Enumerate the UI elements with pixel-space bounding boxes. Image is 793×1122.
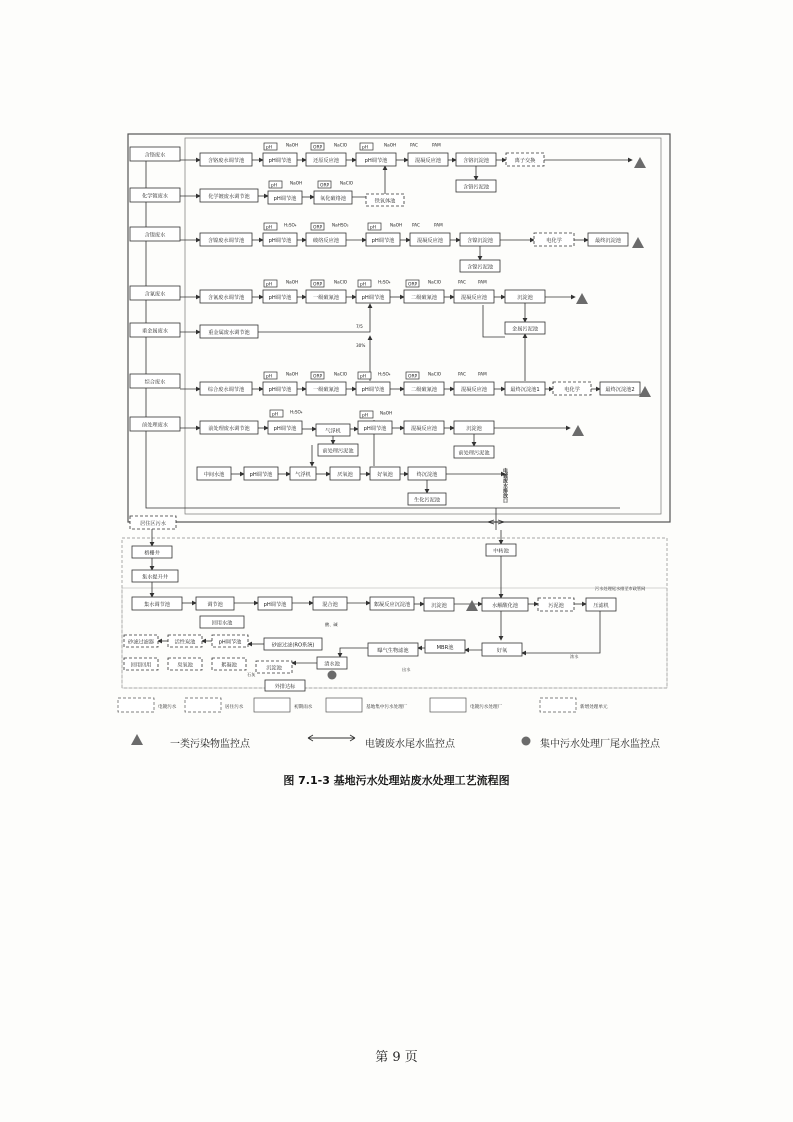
- pt-sludge-tank: [454, 446, 494, 458]
- md-final-sed-label: 终沉淀池: [416, 472, 438, 478]
- ss-r2: [168, 635, 202, 647]
- cn-floc-tank: [454, 290, 494, 303]
- cn-adj-tank-label: 含氰废水调节池: [207, 295, 245, 301]
- ss-clear-tank-label: 清水池: [324, 661, 340, 668]
- ss-sludge-tank-label: 污泥池: [548, 603, 564, 609]
- md-anaerobic-label: 厌氧池: [337, 472, 353, 478]
- chem-orp-4: ORP: [313, 282, 323, 288]
- ss-transfer-pool-label: 中转池: [493, 548, 509, 555]
- legend-item-1: 电镀污水: [158, 705, 177, 710]
- ss-r7-label: 沉淀池: [266, 665, 282, 672]
- ss-r1: [124, 635, 158, 647]
- chem-naoh-2: NaOH: [384, 142, 397, 148]
- cn-adj-tank: [200, 290, 252, 303]
- ss-collect-tank-label: 集水调节池: [144, 602, 170, 608]
- ss-sludge-tank: [538, 598, 574, 611]
- source-2-label: 化学镀废水: [142, 193, 168, 200]
- mx-final-sed-2: [600, 382, 640, 395]
- cn-first-tank-label: 一级破氰池: [313, 295, 339, 301]
- ss-mix-tank-label: 混合池: [322, 602, 338, 608]
- cr-sludge-tank: [456, 180, 496, 192]
- ss-final-out: [265, 680, 305, 691]
- chem-orp-2: ORP: [320, 183, 330, 189]
- chem-pac-2: PAC: [412, 222, 420, 228]
- cn-ph-tank-1: [263, 290, 297, 303]
- ec-outlet-label: 电镀废水排放口: [502, 468, 508, 503]
- chem-outflow: 出水: [402, 667, 411, 672]
- chem-pam-4: PAM: [478, 371, 487, 377]
- mx-second-tank: [404, 382, 444, 395]
- ni-break-tank: [306, 233, 346, 246]
- pt-sed-tank: [454, 421, 494, 434]
- md-ph-tank: [244, 467, 278, 480]
- ss-r6-label: 絮凝池: [221, 662, 237, 669]
- chem-pac-1: PAC: [410, 142, 418, 148]
- mx-final-sed-1: [505, 382, 545, 395]
- chem-naoh-4: NaOH: [390, 222, 403, 228]
- mx-ph-tank-2-label: pH调节池: [361, 387, 385, 393]
- source-4-label: 含氰废水: [144, 291, 166, 298]
- mx-first-tank: [306, 382, 346, 395]
- ss-r4-label: 回用回用: [130, 662, 152, 669]
- chem-lime: 石灰: [247, 672, 256, 677]
- cr-sed-tank-label: 含铬沉淀池: [463, 158, 489, 164]
- monitor-triangle-ss: [466, 600, 478, 611]
- chem-h2so4-2: H₂SO₄: [378, 279, 391, 285]
- legend-triangle-icon: [131, 734, 143, 745]
- legend-swatch-6: [540, 698, 576, 712]
- ni-ph-tank-1: [263, 233, 297, 246]
- ss-grid-well-label: 格栅井: [144, 550, 160, 557]
- legend-swatch-4: [326, 698, 362, 712]
- cn-ph-tank-1-label: pH调节池: [268, 295, 292, 301]
- ni-sed-tank-label: 含镍沉淀池: [467, 238, 493, 244]
- chem-orp-1: ORP: [313, 145, 323, 151]
- legend-swatch-1: [118, 698, 154, 712]
- monitor-triangle-mx: [639, 386, 651, 397]
- cl-oxidize-tank-label: 氧化破络池: [320, 196, 346, 202]
- ni-adj-tank-label: 含镍废水调节池: [207, 238, 245, 244]
- ss-r1-label: 砂滤过滤器: [128, 639, 154, 646]
- page-number: 第 9 页: [375, 1050, 418, 1065]
- cn-second-tank: [404, 290, 444, 303]
- ss-lift-well-label: 集水提升井: [142, 574, 168, 581]
- cn-floc-tank-label: 混凝反应池: [461, 295, 487, 301]
- monitor-triangle-pt: [572, 425, 584, 436]
- source-5-label: 重金属废水: [142, 328, 168, 335]
- ss-sed-tank: [424, 598, 454, 611]
- source-3: [130, 227, 180, 241]
- chem-orp-3: ORP: [313, 225, 323, 231]
- legend-item-5: 电镀污水处理厂: [470, 705, 503, 710]
- ss-grid-well: [132, 546, 172, 558]
- cn-sed-tank: [505, 290, 545, 303]
- cr-reduce-tank-label: 还原反应池: [313, 158, 339, 164]
- source-3-label: 含镍废水: [144, 232, 166, 239]
- ni-ph-tank-2-label: pH调节池: [371, 238, 395, 244]
- md-ph-tank-label: pH调节池: [249, 472, 273, 478]
- cr-adj-tank-label: 含铬废水调节池: [207, 158, 245, 164]
- chem-ph-1: pH: [266, 145, 273, 151]
- monitor-triangle-cr: [634, 157, 646, 168]
- chem-naoh-7: NaOH: [380, 410, 393, 416]
- cr-ph-tank-2: [356, 153, 396, 166]
- pt-ph-tank-2: [358, 421, 392, 434]
- ni-electrochem: [534, 233, 574, 246]
- ni-adj-tank: [200, 233, 252, 246]
- mx-electrochem-label: 电化学: [564, 387, 580, 393]
- cr-floc-tank: [408, 153, 448, 166]
- cr-ph-tank-1: [263, 153, 297, 166]
- ni-final-sed-label: 最终沉淀池: [595, 238, 621, 244]
- legend-triangle-label: 一类污染物监控点: [170, 739, 250, 750]
- source-6: [130, 374, 180, 388]
- sewage-frame: [122, 538, 667, 688]
- legend-swatch-5: [430, 698, 466, 712]
- cr-ph-tank-2-label: pH调节池: [364, 158, 388, 164]
- pt-oil-sludge: [318, 444, 358, 456]
- chem-orp-6: ORP: [313, 374, 323, 380]
- chem-ph-7: pH: [360, 282, 367, 288]
- chem-concentrate: 浓水: [570, 654, 579, 659]
- source-7: [130, 417, 180, 431]
- legend-item-4: 基地集中污水处理厂: [366, 705, 408, 710]
- cr-ion-exchange-label: 离子交换: [514, 158, 536, 164]
- chem-ph-6: pH: [266, 282, 273, 288]
- md-air-float: [290, 467, 316, 480]
- legend-circle-icon: [522, 737, 531, 746]
- cn-metal-sludge: [505, 322, 545, 334]
- mx-floc-tank: [454, 382, 494, 395]
- chem-naclo-1: NaClO: [334, 142, 348, 148]
- chem-ph-8: pH: [266, 374, 273, 380]
- source-7-label: 前处理废水: [142, 422, 168, 429]
- ss-reg-tank: [196, 597, 234, 610]
- chem-pam-1: PAM: [432, 142, 441, 148]
- note-right: 污水处理尾水排至市政管网: [595, 586, 646, 591]
- chem-pac-3: PAC: [458, 279, 466, 285]
- figure-caption: 图 7.1-3 基地污水处理站废水处理工艺流程图: [283, 774, 510, 787]
- legend-item-3: 初期雨水: [294, 705, 313, 710]
- pt-floc-tank: [404, 421, 444, 434]
- ni-break-tank-label: 破络反应池: [313, 238, 339, 244]
- chem-naoh-1: NaOH: [286, 142, 299, 148]
- legend-swatch-3: [254, 698, 290, 712]
- source-1-label: 含铬废水: [144, 152, 166, 159]
- chem-h2so4-4: H₂SO₄: [290, 409, 303, 415]
- md-mid-tank: [197, 467, 231, 480]
- ss-aerobic: [482, 643, 522, 656]
- chem-ph-5: pH: [370, 225, 377, 231]
- legend-item-6: 新增处理单元: [580, 705, 608, 710]
- pt-ph-tank-1-label: pH调节池: [273, 426, 297, 432]
- chem-naoh-5: NaOH: [286, 279, 299, 285]
- chem-ph-9: pH: [360, 374, 367, 380]
- cl-adj-tank: [200, 189, 258, 202]
- pt-adj-tank: [200, 421, 258, 434]
- mx-first-tank-label: 一级破氰池: [313, 387, 339, 393]
- ni-floc-tank-label: 混凝反应池: [417, 238, 443, 244]
- dose-1: 7/5: [356, 324, 363, 329]
- mx-ph-tank-2: [356, 382, 390, 395]
- mx-final-sed-2-label: 最终沉淀池2: [605, 387, 635, 393]
- ss-press: [586, 598, 616, 611]
- legend-swatch-2: [185, 698, 221, 712]
- source-4: [130, 286, 180, 300]
- md-aerobic-label: 好氧池: [377, 472, 393, 478]
- ss-r3-label: pH调节池: [218, 639, 242, 646]
- cn-ph-tank-2-label: pH调节池: [361, 295, 385, 301]
- pt-sed-tank-label: 沉淀池: [466, 426, 482, 432]
- pt-sludge-tank-label: 前处理污泥池: [458, 450, 490, 457]
- ss-r6: [212, 658, 246, 670]
- monitor-circle-ss: [328, 671, 337, 680]
- ss-reuse-pool-label: 回用水池: [211, 620, 233, 627]
- chem-naclo-5: NaClO: [334, 371, 348, 377]
- cr-adj-tank: [200, 153, 252, 166]
- chem-ph-10: pH: [272, 412, 279, 418]
- ss-collect-tank: [132, 597, 182, 610]
- ni-sludge-tank: [460, 260, 500, 272]
- monitor-triangle-ni: [632, 237, 644, 248]
- ss-r5-label: 臭氧池: [177, 662, 193, 669]
- cr-reduce-tank: [306, 153, 346, 166]
- chem-naclo-2: NaClO: [340, 180, 354, 186]
- ni-sludge-tank-label: 含镍污泥池: [467, 264, 493, 271]
- cr-sed-tank: [456, 153, 496, 166]
- chem-orp-7: ORP: [408, 374, 418, 380]
- ss-bio-filter: [368, 643, 418, 656]
- mx-final-sed-1-label: 最终沉淀池1: [510, 387, 540, 393]
- ss-r5: [168, 658, 202, 670]
- cr-sludge-tank-label: 含铬污泥池: [463, 184, 489, 191]
- pt-air-float-label: 气浮机: [325, 428, 341, 435]
- pt-ph-tank-2-label: pH调节池: [363, 426, 387, 432]
- ss-r3: [212, 635, 248, 647]
- hm-adj-tank: [200, 325, 258, 338]
- ss-sand-filter: [264, 638, 322, 650]
- cl-oxidize-tank: [314, 191, 352, 204]
- mx-electrochem: [553, 382, 591, 395]
- legend-circle-label: 集中污水处理厂尾水监控点: [540, 739, 660, 750]
- chem-ph-3: pH: [271, 183, 278, 189]
- cr-ph-tank-1-label: pH调节池: [268, 158, 292, 164]
- ni-electrochem-label: 电化学: [546, 238, 562, 244]
- ni-floc-tank: [410, 233, 450, 246]
- chem-naoh-6: NaOH: [286, 371, 299, 377]
- cn-ph-tank-2: [356, 290, 390, 303]
- chem-naoh-3: NaOH: [290, 180, 303, 186]
- pt-adj-tank-label: 前处理废水调节池: [208, 426, 250, 432]
- cn-second-tank-label: 二级破氰池: [411, 295, 437, 301]
- mx-adj-tank-label: 综合废水调节池: [207, 387, 245, 393]
- ss-sand-filter-label: 砂滤过滤(RO系统): [271, 642, 315, 649]
- source-1: [130, 147, 180, 161]
- ss-aerobic-label: 好氧: [496, 648, 508, 654]
- chem-pac-4: PAC: [458, 371, 466, 377]
- chem-orp-5: ORP: [408, 282, 418, 288]
- ss-residential-label: 居住区污水: [140, 521, 166, 527]
- chem-pam-2: PAM: [434, 222, 443, 228]
- cn-sed-tank-label: 沉淀池: [517, 295, 533, 301]
- ss-r2-label: 活性炭池: [174, 639, 196, 646]
- cn-metal-sludge-label: 金属污泥池: [512, 326, 538, 333]
- source-6-label: 综合废水: [144, 379, 166, 386]
- mx-ph-tank-1-label: pH调节池: [268, 387, 292, 393]
- ss-mix-tank: [313, 597, 347, 610]
- ni-sed-tank: [460, 233, 500, 246]
- ss-floc-sed-label: 絮凝反应沉淀池: [373, 602, 411, 608]
- md-aerobic: [370, 467, 400, 480]
- md-air-float-label: 气浮机: [295, 472, 311, 478]
- chem-h2so4-1: H₂SO₄: [284, 222, 297, 228]
- ss-lift-well: [132, 570, 178, 582]
- cl-ferrite-tank-label: 铁氧体池: [374, 198, 396, 205]
- ss-residential: [130, 516, 176, 529]
- cl-ferrite-tank: [366, 194, 404, 206]
- hm-adj-tank-label: 重金属废水调节池: [208, 330, 250, 336]
- ss-sed-tank-label: 沉淀池: [431, 603, 447, 609]
- ss-press-label: 压滤机: [593, 603, 609, 609]
- legend-item-2: 居住污水: [225, 705, 244, 710]
- md-bio-sludge: [408, 493, 446, 505]
- chem-pam-3: PAM: [478, 279, 487, 285]
- chem-nahso3-1: NaHSO₃: [332, 222, 349, 228]
- ss-r4: [124, 658, 158, 670]
- chem-naclo-6: NaClO: [428, 371, 442, 377]
- cl-ph-tank-label: pH调节池: [273, 196, 297, 202]
- cl-adj-tank-label: 化学镀废水调节池: [208, 194, 250, 200]
- mx-floc-tank-label: 混凝反应池: [461, 387, 487, 393]
- cr-ion-exchange: [506, 153, 544, 166]
- md-final-sed: [408, 467, 446, 480]
- chem-h2so4-3: H₂SO₄: [378, 371, 391, 377]
- md-mid-tank-label: 中间水池: [203, 472, 225, 478]
- ss-floc-sed: [370, 597, 414, 610]
- md-anaerobic: [330, 467, 360, 480]
- pt-air-float: [316, 424, 350, 436]
- ss-hydrolysis-label: 水解酸化池: [492, 603, 518, 609]
- chem-ph-4: pH: [266, 225, 273, 231]
- chem-ph-2: pH: [362, 145, 369, 151]
- ss-final-out-label: 外排达标: [274, 684, 296, 690]
- mx-second-tank-label: 二级破氰池: [411, 387, 437, 393]
- ss-bio-filter-label: 曝气生物滤池: [377, 648, 409, 654]
- cl-ph-tank: [268, 191, 302, 204]
- ss-clear-tank: [317, 657, 347, 669]
- mx-adj-tank: [200, 382, 252, 395]
- pt-oil-sludge-label: 前处理污泥池: [322, 448, 354, 455]
- ss-transfer-pool: [486, 544, 516, 556]
- chem-ph-11: pH: [362, 413, 369, 419]
- mx-ph-tank-1: [263, 382, 297, 395]
- ss-hydrolysis: [482, 598, 528, 611]
- ss-mbr-tank-label: MBR池: [436, 645, 454, 651]
- ss-ph-tank-label: pH调节池: [263, 602, 287, 608]
- source-5: [130, 323, 180, 337]
- ni-ph-tank-2: [366, 233, 400, 246]
- ss-reuse-pool: [200, 616, 244, 628]
- cr-floc-tank-label: 混凝反应池: [415, 158, 441, 164]
- ss-ph-tank: [258, 597, 292, 610]
- chem-naclo-4: NaClO: [428, 279, 442, 285]
- monitor-triangle-cn: [576, 293, 588, 304]
- ss-r7: [256, 661, 292, 673]
- dose-2: 30%: [356, 343, 366, 348]
- pt-floc-tank-label: 混凝反应池: [411, 426, 437, 432]
- chem-naclo-3: NaClO: [334, 279, 348, 285]
- ni-ph-tank-1-label: pH调节池: [268, 238, 292, 244]
- ni-final-sed: [588, 233, 628, 246]
- source-2: [130, 188, 180, 202]
- cn-first-tank: [306, 290, 346, 303]
- ss-reg-tank-label: 调节池: [207, 602, 223, 608]
- legend-arrow-label: 电镀废水尾水监控点: [365, 739, 455, 750]
- md-bio-sludge-label: 生化污泥池: [414, 497, 440, 504]
- pt-ph-tank-1: [268, 421, 302, 434]
- ss-mbr-tank: [425, 640, 465, 653]
- chem-acid-base: 酸、碱: [325, 622, 338, 627]
